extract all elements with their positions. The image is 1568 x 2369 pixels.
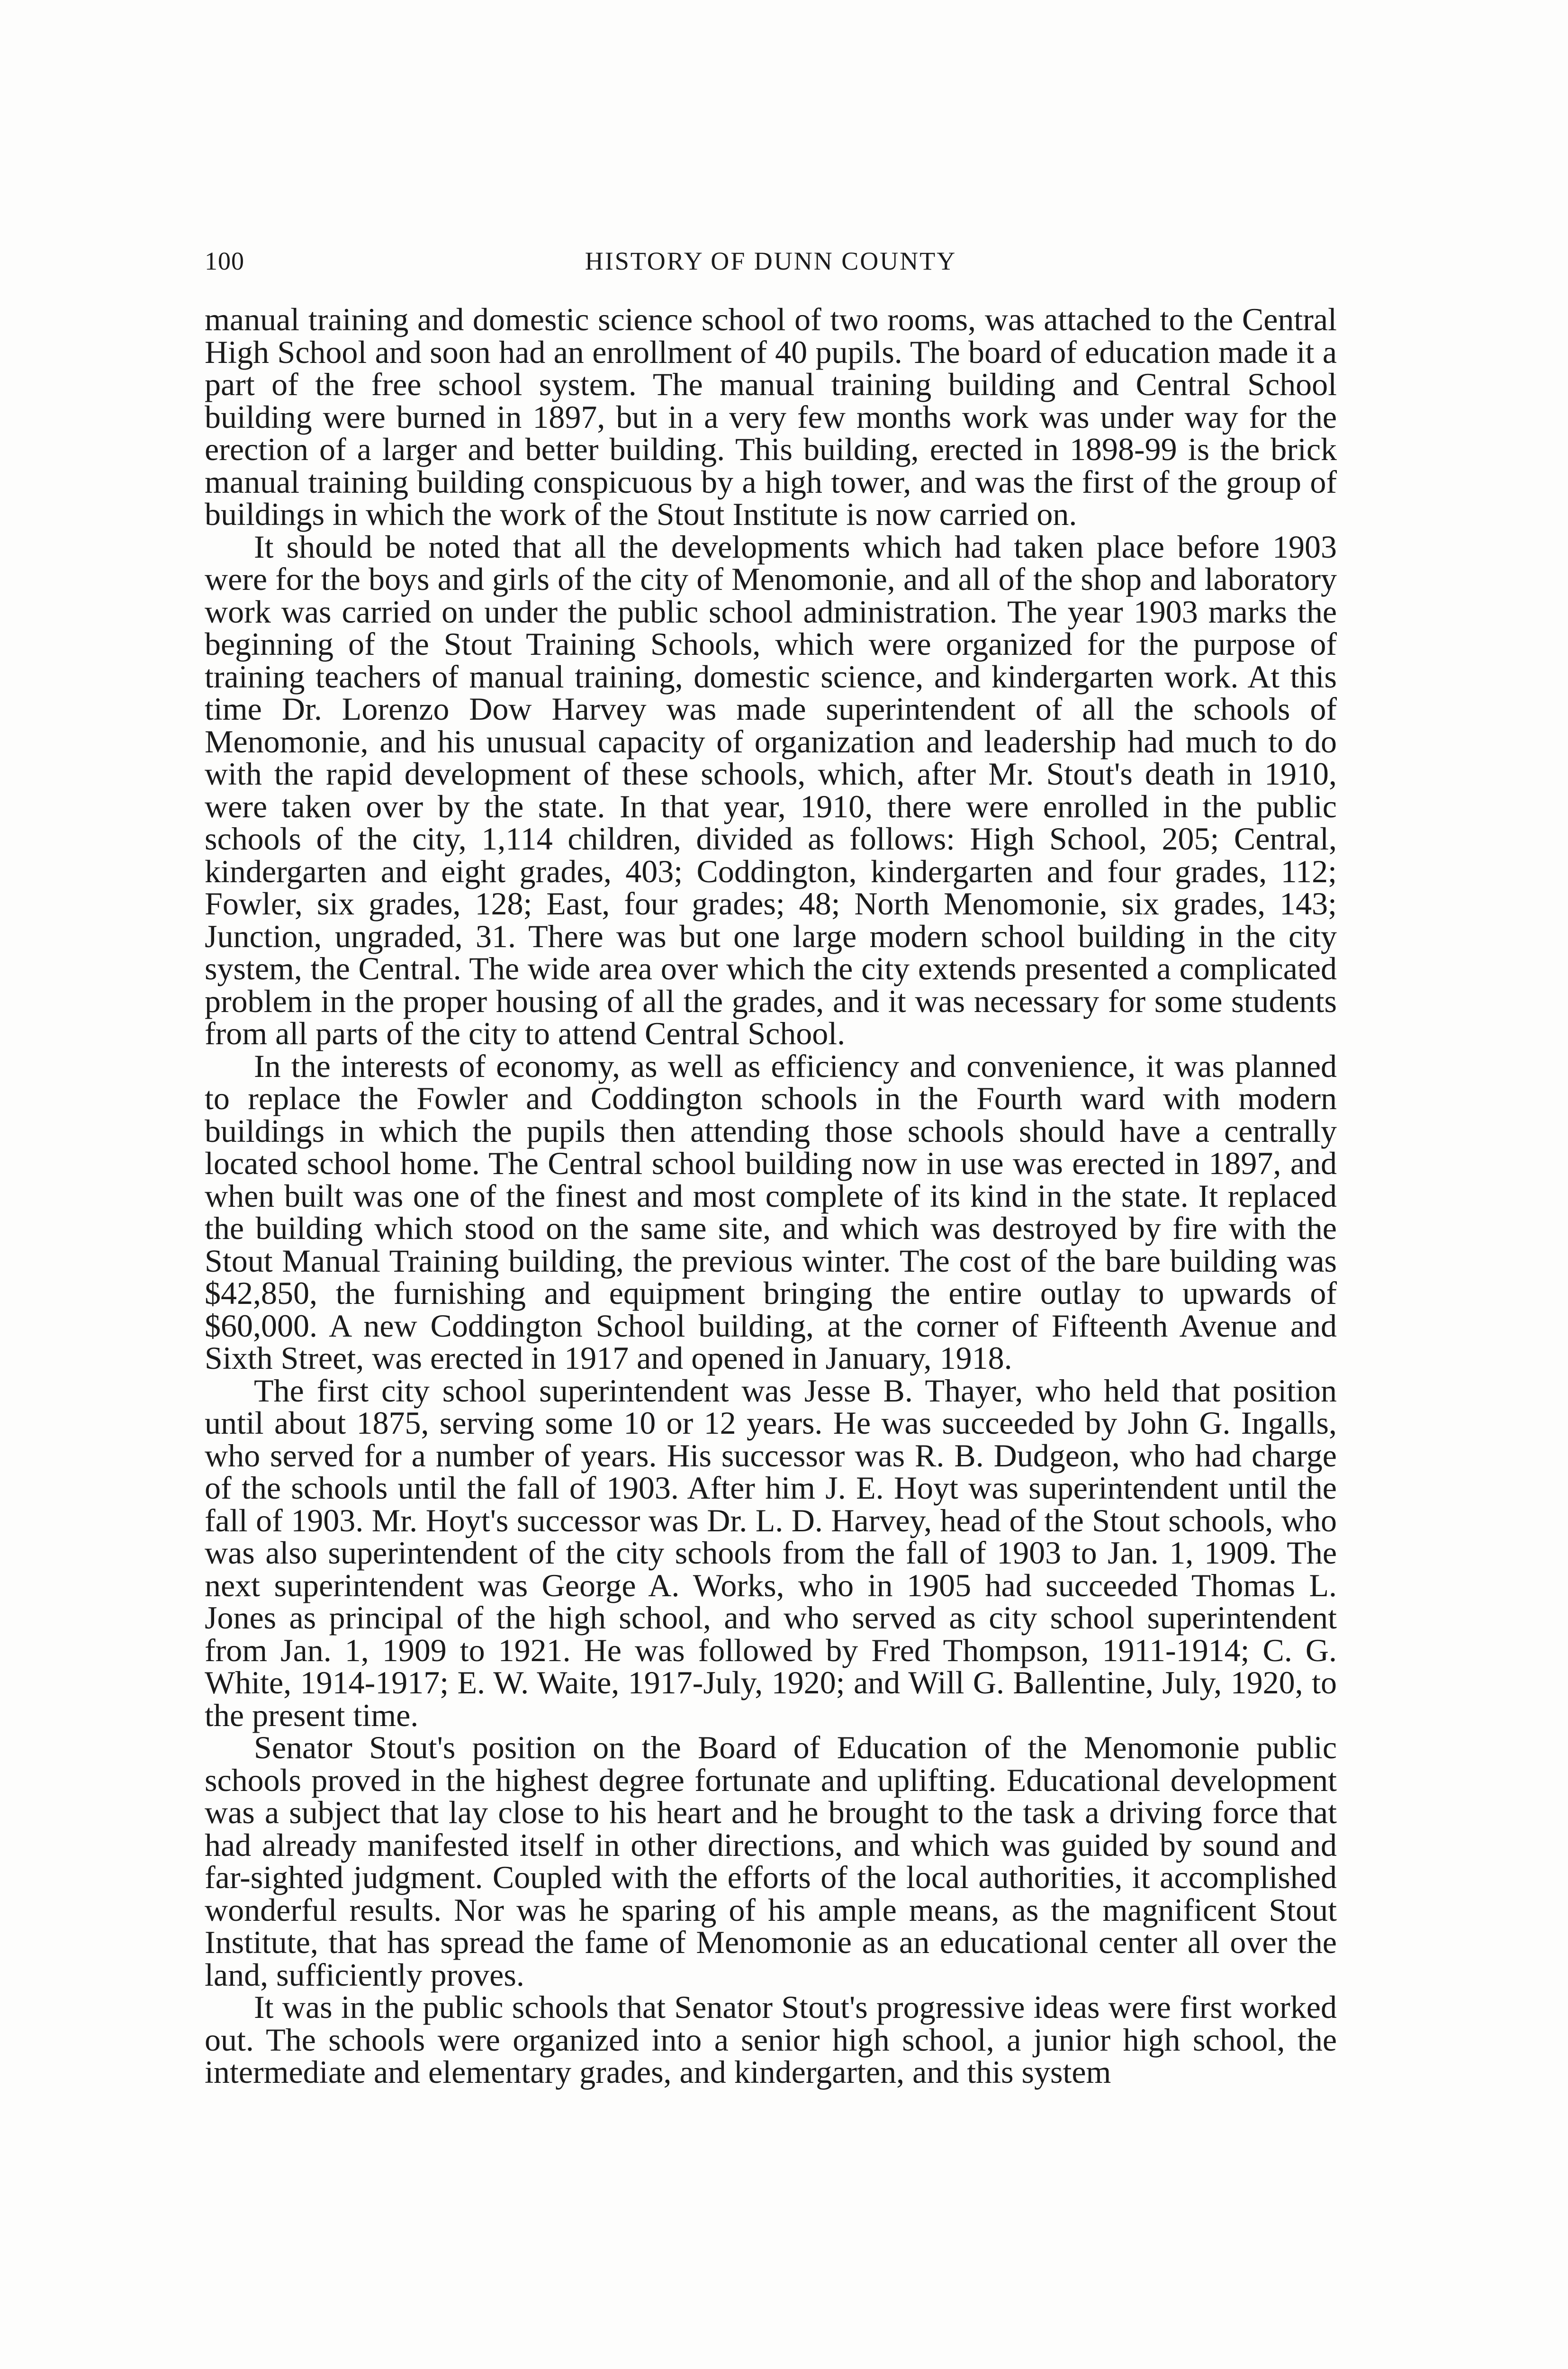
paragraph: In the interests of economy, as well as efficiency and convenience, it was planned to replace the Fowler and Coddington schools in the Fourth ward with modern buildings in which the pupils then attending those schools should have a centrally located school home. The Central school building now in use was erected in 1897, and when built was one of the finest and most complete of its kind in the state. It replaced the building which stood on the same site, and which was destroyed by fire with the Stout Manual Training building, the previous winter. The cost of the bare building was $42,850, the furnishing and equipment bringing the entire outlay to upwards of $60,000. A new Coddington School building, at the corner of Fifteenth Avenue and Sixth Street, was erected in 1917 and opened in January, 1918. (205, 1048, 1337, 1376)
paragraph: Senator Stout's position on the Board of Education of the Menomonie public schools proved in the highest degree fortunate and uplifting. Educational development was a subject that lay close to his heart and he brought to the task a driving force that had already manifested itself in other directions, and which was guided by sound and far-sighted judgment. Coupled with the efforts of the local authorities, it accomplished wonderful results. Nor was he sparing of his ample means, as the magnificent Stout Institute, that has spread the fame of Menomonie as an educational center all over the land, sufficiently proves. (205, 1729, 1337, 1993)
paragraph: It should be noted that all the developments which had taken place before 1903 were for the boys and girls of the city of Menomonie, and all of the shop and laboratory work was carried on under the public school administration. The year 1903 marks the beginning of the Stout Training Schools, which were organized for the purpose of training teachers of manual training, domestic science, and kindergarten work. At this time Dr. Lorenzo Dow Harvey was made superintendent of all the schools of Menomonie, and his unusual capacity of organization and leadership had much to do with the rapid development of these schools, which, after Mr. Stout's death in 1910, were taken over by the state. In that year, 1910, there were enrolled in the public schools of the city, 1,114 children, divided as follows: High School, 205; Central, kindergarten and eight grades, 403; Coddington, kindergarten and four grades, 112; Fowler, six grades, 128; East, four grades; 48; North Menomonie, six grades, 143; Junction, ungraded, 31. There was but one large modern school building in the city system, the Central. The wide area over which the city extends presented a complicated problem in the proper housing of all the grades, and it was necessary for some students from all parts of the city to attend Central School. (205, 528, 1337, 1051)
paragraph-continued: manual training and domestic science school of two rooms, was attached to the Central High School and soon had an enrollment of 40 pupils. The board of education made it a part of the free school system. The manual training building and Central School building were burned in 1897, but in a very few months work was under way for the erection of a larger and better building. This building, erected in 1898-99 is the brick manual training building conspicuous by a high tower, and was the first of the group of buildings in which the work of the Stout Institute is now carried on. (205, 301, 1337, 532)
paragraph: The first city school superintendent was Jesse B. Thayer, who held that position until about 1875, serving some 10 or 12 years. He was succeeded by John G. Ingalls, who served for a number of years. His successor was R. B. Dudgeon, who had charge of the schools until the fall of 1903. After him J. E. Hoyt was superintendent until the fall of 1903. Mr. Hoyt's successor was Dr. L. D. Harvey, head of the Stout schools, who was also superintendent of the city schools from the fall of 1903 to Jan. 1, 1909. The next superintendent was George A. Works, who in 1905 had succeeded Thomas L. Jones as principal of the high school, and who served as city school superintendent from Jan. 1, 1909 to 1921. He was followed by Fred Thompson, 1911-1914; C. G. White, 1914-1917; E. W. Waite, 1917-July, 1920; and Will G. Ballentine, July, 1920, to the present time. (205, 1372, 1337, 1733)
body-text (205, 303, 1337, 2089)
page-number: 100 (205, 247, 244, 275)
paragraph: It was in the public schools that Senator Stout's progressive ideas were first worked out. The schools were organized into a senior high school, a junior high school, the intermediate and elementary grades, and kindergarten, and this system (205, 1989, 1337, 2090)
page-header (205, 246, 1337, 284)
running-head: HISTORY OF DUNN COUNTY (585, 247, 957, 275)
